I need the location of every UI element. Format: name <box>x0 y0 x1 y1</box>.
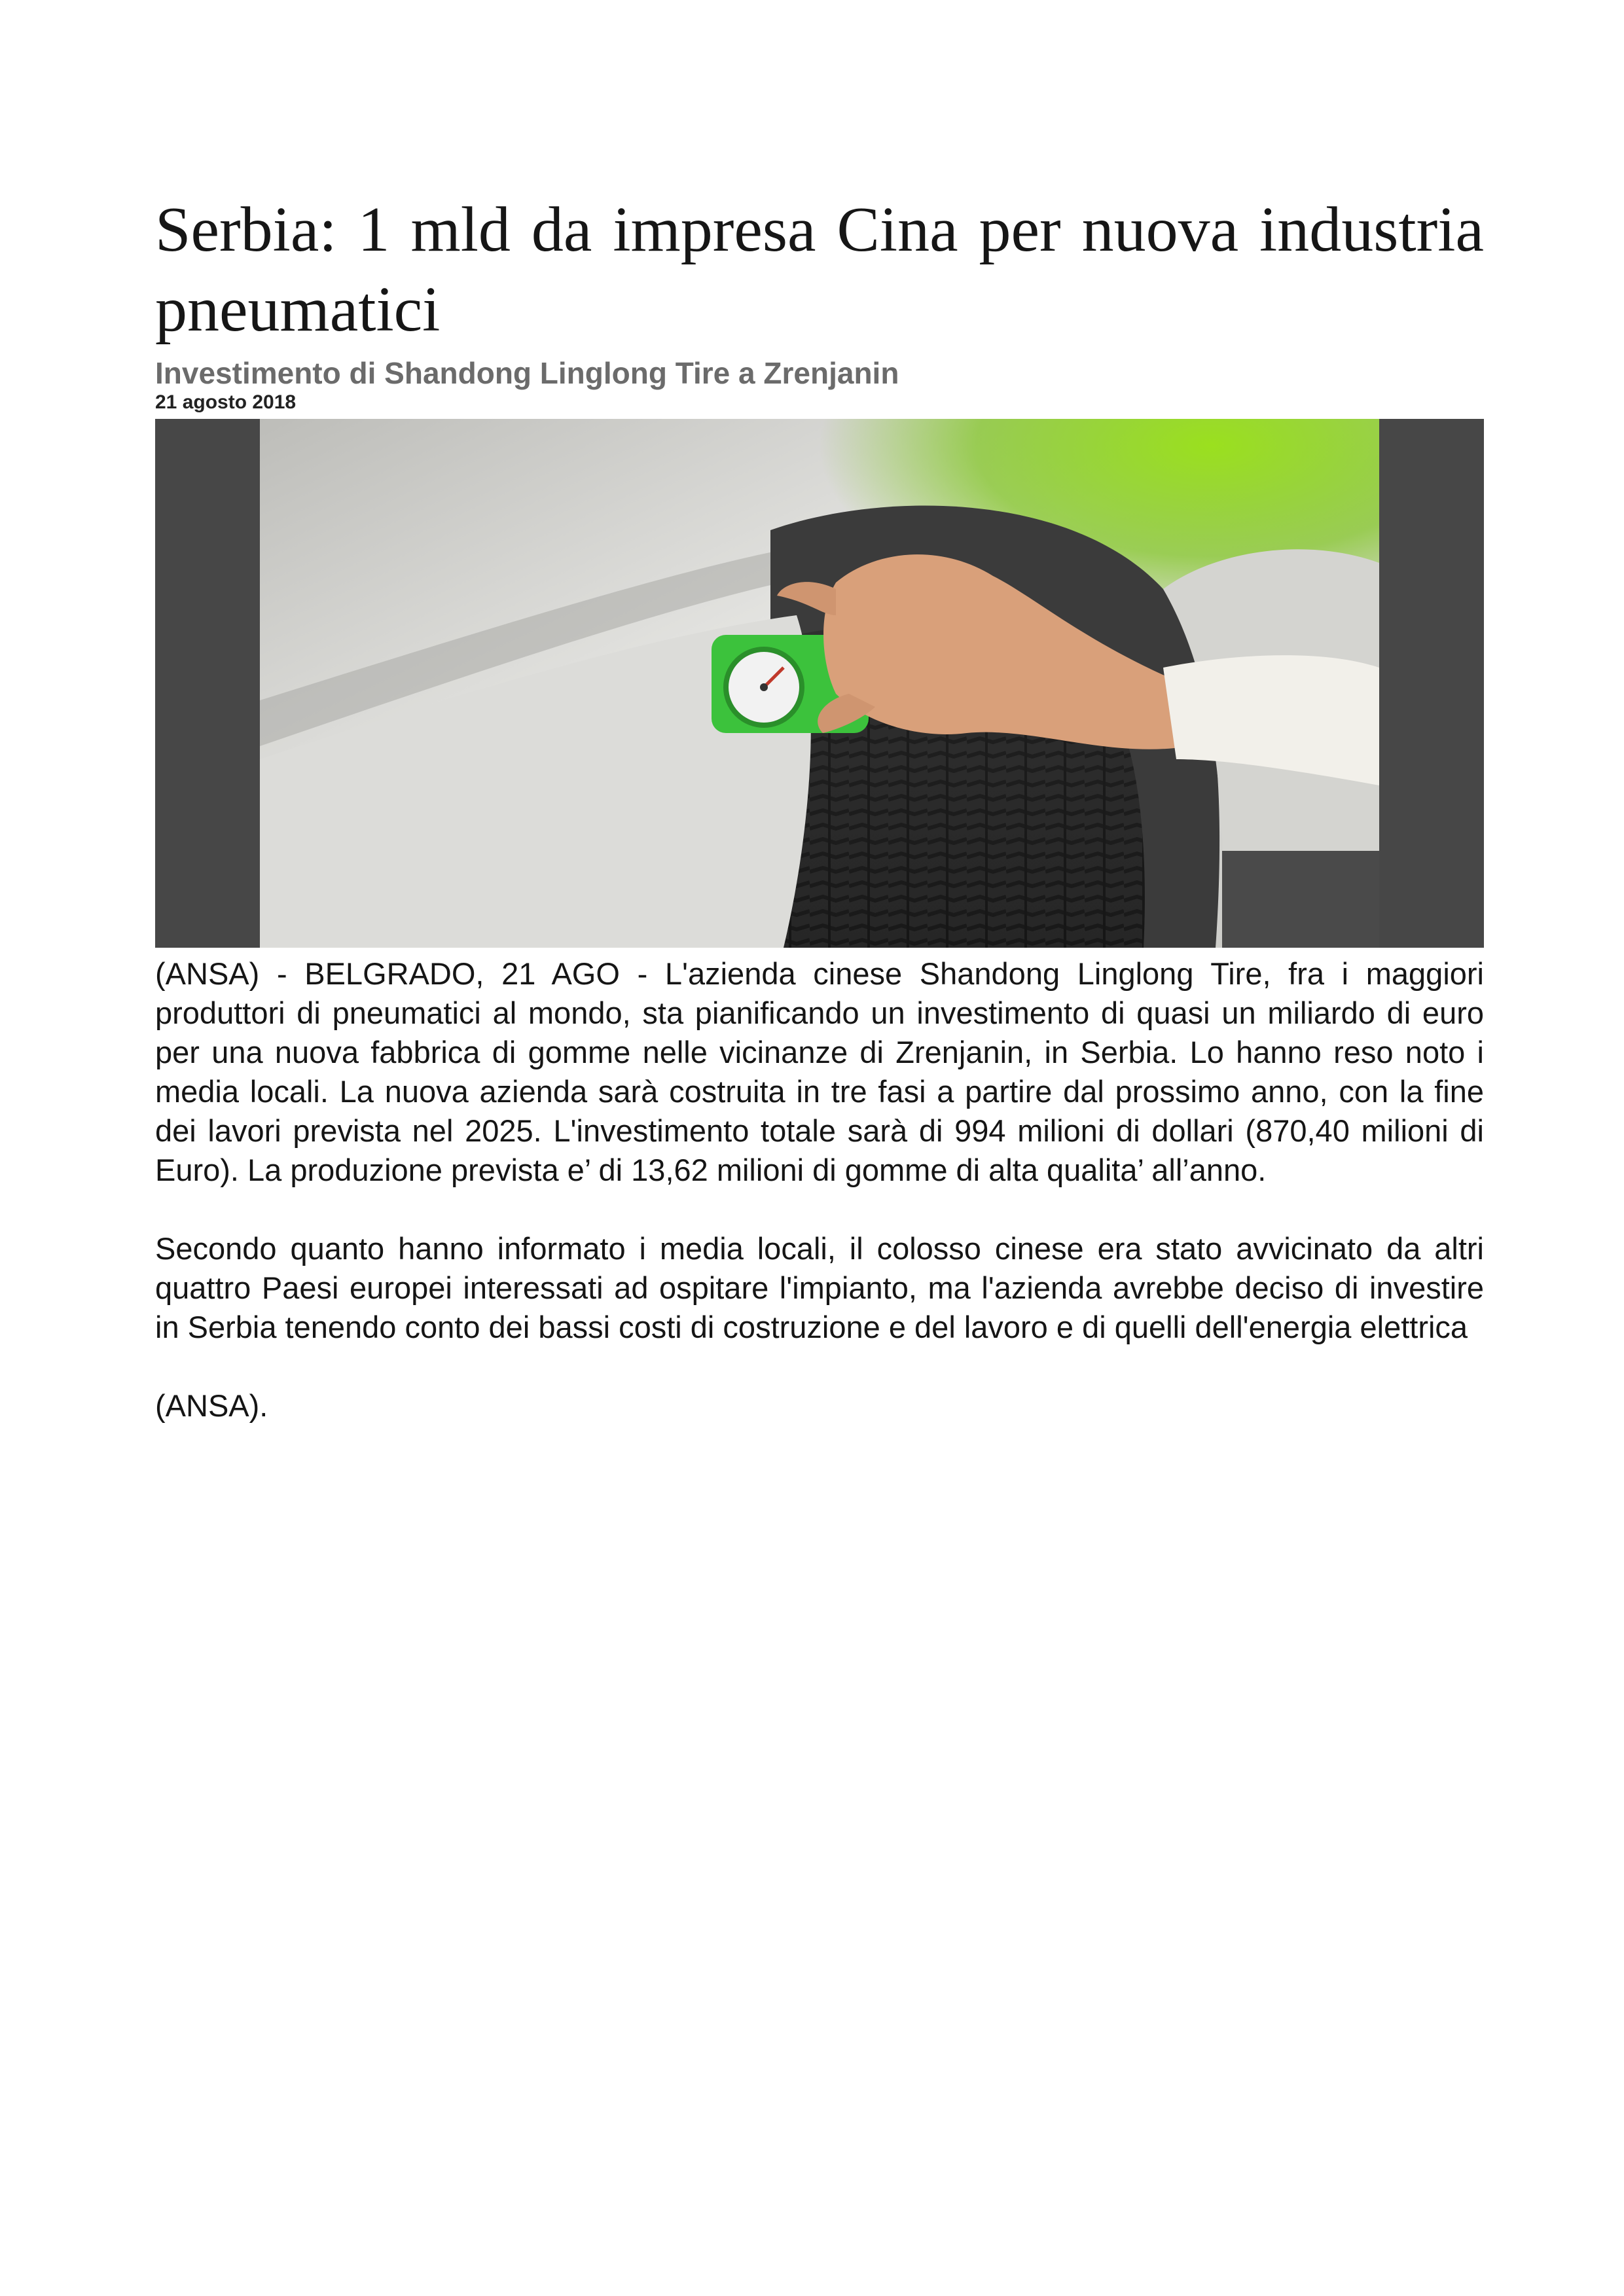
article-headline: Serbia: 1 mld da impresa Cina per nuova industria pneumatici <box>155 194 1484 345</box>
article-photo <box>155 419 1484 948</box>
article-credit: (ANSA). <box>155 1388 268 1423</box>
tire-gauge-photo <box>260 419 1379 948</box>
article <box>155 190 1484 1426</box>
article-paragraph-2: Secondo quanto hanno informato i media locali, il colosso cinese era stato avvicinato da altri quattro Paesi europei interessati ad ospitare l'impianto, ma l'azienda avrebbe deciso di investire in Serbia tenendo conto dei bassi costi di costruzione e del lavoro e di quelli dell'energia elettrica <box>155 1231 1484 1344</box>
article-subtitle: Investimento di Shandong Linglong Tire a Zrenjanin <box>155 356 899 390</box>
article-date: 21 agosto 2018 <box>155 391 297 413</box>
article-paragraph-1: (ANSA) - BELGRADO, 21 AGO - L'azienda cinese Shandong Linglong Tire, fra i maggiori produttori di pneumatici al mondo, sta pianificando un investimento di quasi un miliardo di euro per una nuova fabbrica di gomme nelle vicinanze di Zrenjanin, in Serbia. Lo hanno reso noto i media locali. La nuova azienda sarà costruita in tre fasi a partire dal prossimo anno, con la fine dei lavori prevista nel 2025. L'investimento totale sarà di 994 milioni di dollari (870,40 milioni di Euro). La produzione prevista e’ di 13,62 milioni di gomme di alta qualita’ all’anno. <box>155 956 1484 1187</box>
